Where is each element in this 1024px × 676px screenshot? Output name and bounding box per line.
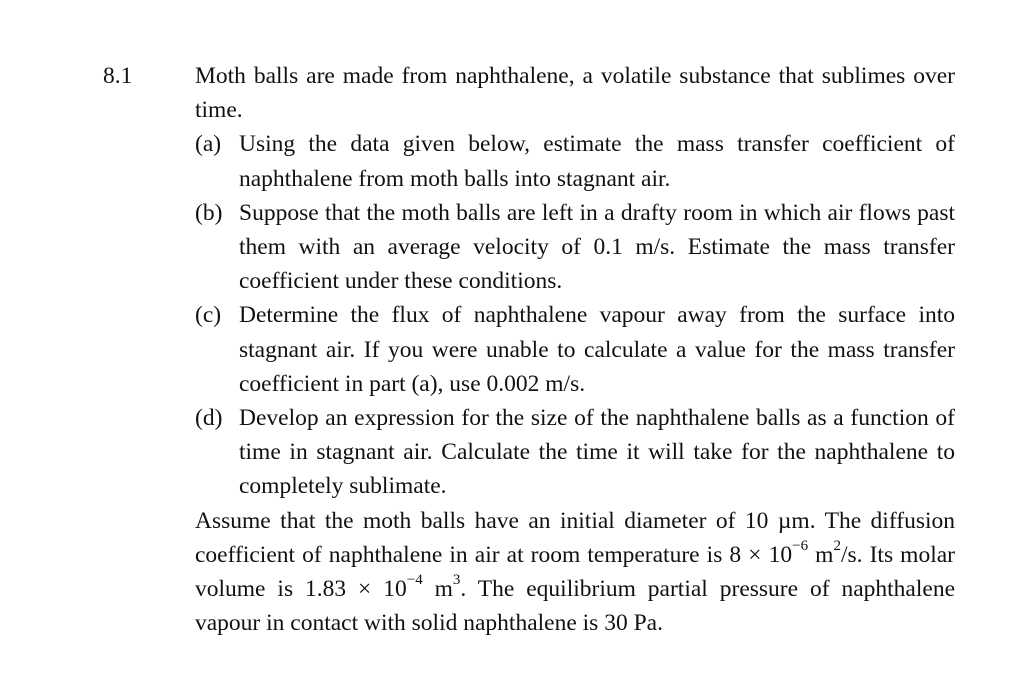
problem-number: 8.1 <box>103 63 133 89</box>
assume-text-2: m <box>808 541 834 568</box>
assume-text-4: m <box>422 576 453 603</box>
part-d-label: (d) <box>195 405 223 432</box>
part-c-label: (c) <box>195 302 222 329</box>
exponent-molar-volume: −4 <box>406 572 423 589</box>
part-c-text: Determine the flux of naphthalene vapour away from the surface into stagnant air. If you were unable to calculate a value for the mass transfer coefficient in part (a), use 0.002 m/s. <box>239 302 955 397</box>
part-b-label: (b) <box>195 199 223 226</box>
assume-text-1: Assume that the moth balls have an initial diameter of 10 µm. The diffusion coefficient of naphthalene in air at room temperature is 8 × 10 <box>195 507 955 568</box>
part-a-text: Using the data given below, estimate the mass transfer coefficient of naphthalene from moth balls into stagnant air. <box>239 131 955 192</box>
exponent-area: 2 <box>833 538 841 555</box>
part-d-text: Develop an expression for the size of the naphthalene balls as a function of time in stagnant air. Calculate the time it will take for the naphthalene to completely sublimate. <box>239 405 955 500</box>
problem-intro: Moth balls are made from naphthalene, a volatile substance that sublimes over time. <box>195 63 955 124</box>
part-a-label: (a) <box>195 131 222 158</box>
part-b-text: Suppose that the moth balls are left in a drafty room in which air flows past them with an average velocity of 0.1 m/s. Estimate the mass transfer coefficient under these conditions. <box>239 199 955 295</box>
exponent-volume: 3 <box>452 572 461 589</box>
assume-text-5: . The equilibrium partial pressure of naphthalene vapour in contact with solid naphthalene is 30 Pa. <box>195 576 955 637</box>
exponent-diffusivity: −6 <box>792 538 809 555</box>
part-b <box>195 196 955 299</box>
assumptions-paragraph <box>195 504 955 641</box>
problem-body <box>195 59 955 640</box>
part-d <box>195 401 955 504</box>
assume-text-3: /s. Its molar volume is 1.83 × 10 <box>195 541 955 603</box>
part-c <box>195 298 955 401</box>
part-a <box>195 127 955 195</box>
